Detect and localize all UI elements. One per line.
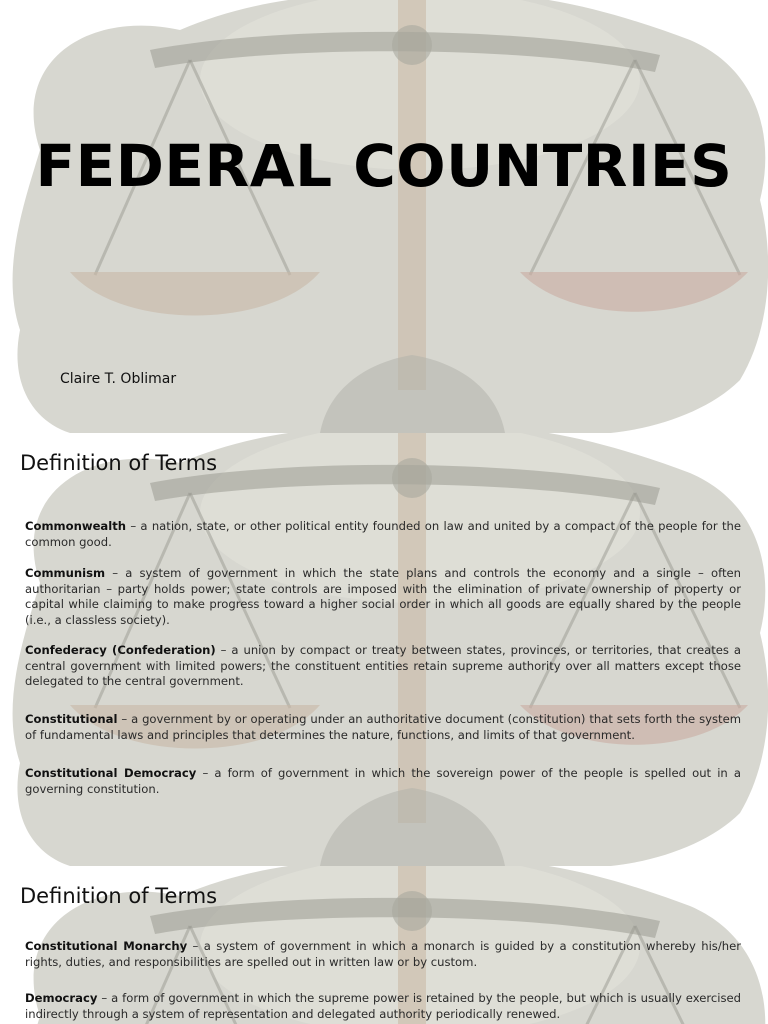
term-item (25, 939, 741, 970)
author-name: Claire T. Oblimar (60, 371, 177, 387)
term-definition: – a form of government in which the sovereign power of the people is spelled out in a governing constitution. (25, 766, 741, 796)
term-item (25, 643, 741, 690)
section-heading: Definition of Terms (20, 451, 218, 475)
slide-title: FEDERAL COUNTRIES (35, 132, 733, 200)
definitions-slide-2 (0, 866, 768, 1024)
title-slide (0, 0, 768, 433)
term-definition: – a nation, state, or other political entity founded on law and united by a compact of the people for the common good. (25, 519, 741, 549)
term-item (25, 519, 741, 550)
term-name: Constitutional Democracy (25, 766, 197, 780)
definitions-slide-1 (0, 433, 768, 866)
term-item (25, 991, 741, 1022)
term-name: Constitutional (25, 712, 118, 726)
term-name: Communism (25, 566, 106, 580)
term-name: Democracy (25, 991, 98, 1005)
term-name: Constitutional Monarchy (25, 939, 188, 953)
term-name: Confederacy (Confederation) (25, 643, 216, 657)
term-definition: – a system of government in which the state plans and controls the economy and a single – often authoritarian – party holds power; state controls are imposed with the elimination of private ownership of property or capital while claiming to make progress toward a higher social order in which all goods are equally shared by the people (i.e., a classless society). (25, 566, 741, 627)
term-definition: – a government by or operating under an authoritative document (constitution) that sets forth the system of fundamental laws and principles that determines the nature, functions, and limits of that government. (25, 712, 741, 742)
term-definition: – a union by compact or treaty between states, provinces, or territories, that creates a central government with limited powers; the constituent entities retain supreme authority over all matters except those delegated to the central government. (25, 643, 741, 689)
section-heading: Definition of Terms (20, 884, 218, 908)
term-definition: – a form of government in which the supreme power is retained by the people, but which is usually exercised indirectly through a system of representation and delegated authority periodically renewed. (25, 991, 741, 1021)
term-item (25, 766, 741, 797)
term-item (25, 566, 741, 628)
term-item (25, 712, 741, 743)
scales-of-justice-illustration (0, 0, 768, 433)
term-name: Commonwealth (25, 519, 127, 533)
term-definition: – a system of government in which a monarch is guided by a constitution whereby his/her rights, duties, and responsibilities are spelled out in written law or by custom. (25, 939, 741, 969)
